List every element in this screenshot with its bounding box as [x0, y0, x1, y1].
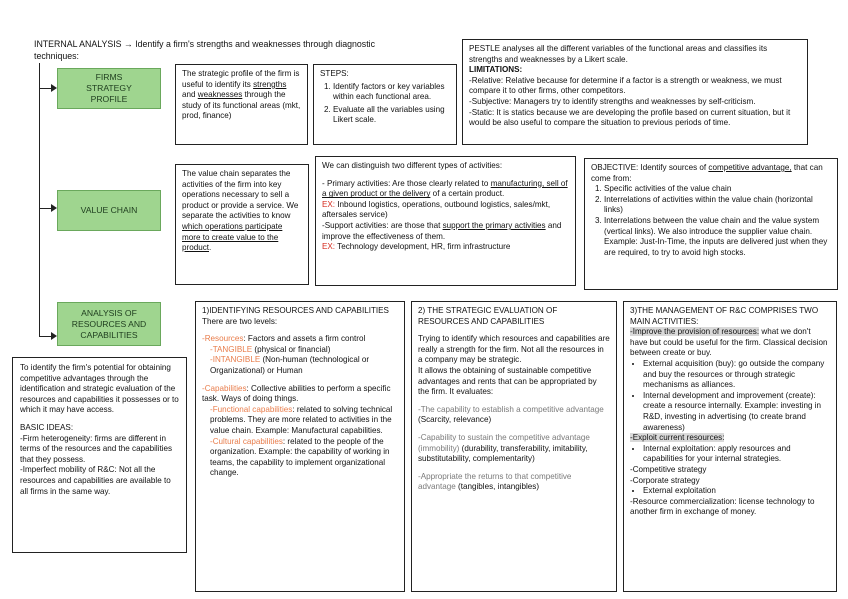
section-analysis-resources: ANALYSIS OF RESOURCES AND CAPABILITIES [57, 302, 161, 346]
exploit-list: • Internal exploitation: apply resources and capabilities for your internal strategies. [630, 444, 830, 465]
pestle-box: PESTLE analyses all the different variables of the functional areas and classifies its strengths and weaknesses by a Likert scale. LIMITATIONS: -Relative: Relative because for determine if a factor is a strength or weakness, we must compare it to other firms, other competitors. -Subjective: Managers try to identify strengths and weaknesses by self-criticism. -Static: It is statics because we are developing the profile based on current situation, but it would be also useful to compare the situation to previous periods of time. [462, 39, 808, 145]
section-value-chain: VALUE CHAIN [57, 190, 161, 231]
activities-box: We can distinguish two different types of activities: - Primary activities: Are those clearly related to manufacturing, sell of a given product or the delivery of a certain product. EX: Inbound logistics, operations, outbound logistics, sales/mkt, aftersales service) -Support activities: are those that support the primary activities and improve the effectiveness of them. EX: Technology development, HR, firm infrastructure [315, 156, 576, 286]
steps-box: STEPS: 1. Identify factors or key variables within each functional area. 2. Evaluate all the variables using Likert scale. [313, 64, 457, 145]
identifying-resources-box: 1)IDENTIFYING RESOURCES AND CAPABILITIES There are two levels: -Resources: Factors and assets a firm control -TANGIBLE (physical or financial) -INTANGIBLE (Non-human (technological or Organizational) or Human -Capabilities: Collective abilities to perform a specific task. Ways of doing things. -Functional capabilities: related to solving technical problems. They are more related to activities in the value chain. Example: Manufactural capabilities. -Cultural capabilities: related to the people of the organization. Example: the capability of working in teams, the capability to implement organizational change. [195, 301, 405, 592]
management-box: 3)THE MANAGEMENT OF R&C COMPRISES TWO MAIN ACTIVITIES: -Improve the provision of resources: what we don't have but could be useful for the firm. Classical decision between create or buy. • External acquisition (buy): go outside the company and buy the resources or through strategic mechanisms as alliances. • Internal development and improvement (create): create a resource internally. Example: investing in R&D, investing in advertising (to create brand awareness) -Exploit current resources: • Internal exploitation: apply resources and capabilities for your internal strategies. -Competitive strategy -Corporate strategy • External exploitation -Resource commercialization: license technology to another firm in exchange of money. [623, 301, 837, 592]
steps-list: 1. Identify factors or key variables within each functional area. 2. Evaluate all the variables using Likert scale. [320, 82, 450, 126]
strategic-profile-box: The strategic profile of the firm is useful to identify its strengths and weaknesses through the study of its functional areas (mkt, prod, finance) [175, 64, 308, 145]
section-firms-strategy-profile: FIRMS STRATEGY PROFILE [57, 68, 161, 109]
objective-list: 1. Specific activities of the value chain 2. Interrelations of activities within the value chain (horizontal links) 3. Interrelations between the value chain and the value system (vertical links). We also introduce the supplier value chain. Example: Just-In-Time, the inputs are delivered just when they are required, to try to avoid high stocks. [591, 184, 831, 258]
page-title: INTERNAL ANALYSIS → Identify a firm's strengths and weaknesses through diagnostic techniques: [34, 39, 376, 61]
tree-vertical-line [39, 63, 40, 337]
provision-list: • External acquisition (buy): go outside the company and buy the resources or through strategic mechanisms as alliances. • Internal development and improvement (create): create a resource internally. Example: investing in R&D, investing in advertising (to create brand awareness) [630, 359, 830, 433]
resources-definition-box: To identify the firm's potential for obtaining competitive advantages through the identification and strategic evaluation of the resources and capabilities it possesses or to which it may have access. BASIC IDEAS: -Firm heterogeneity: firms are different in terms of the resources and the capabilities that they possess. -Imperfect mobility of R&C: Not all the resources and capabilities are available to all firms in the same way. [12, 357, 187, 553]
value-chain-definition-box: The value chain separates the activities of the firm into key operations necessary to sell a product or provide a service. We separate the activities to know which operations participate more to create value to the product. [175, 164, 309, 285]
strategic-evaluation-box: 2) THE STRATEGIC EVALUATION OF RESOURCES AND CAPABILITIES Trying to identify which resources and capabilities are really a strength for the firm. Not all the resources in a company may be strategic. It allows the obtaining of sustainable competitive advantages and rents that can be appropriated by the firm. It evaluates: -The capability to establish a competitive advantage (Scarcity, relevance) -Capability to sustain the competitive advantage (immobility) (durability, transferability, imitability, substitutability, complementarity) -Appropriate the returns to that competitive advantage (tangibles, intangibles) [411, 301, 617, 592]
objective-box: OBJECTIVE: Identify sources of competitive advantage, that can come from: 1. Specific activities of the value chain 2. Interrelations of activities within the value chain (horizontal links) 3. Interrelations between the value chain and the value system (vertical links). We also introduce the supplier value chain. Example: Just-In-Time, the inputs are delivered just when they are required, to try to avoid high stocks. [584, 158, 838, 290]
external-list: • External exploitation [630, 486, 830, 497]
